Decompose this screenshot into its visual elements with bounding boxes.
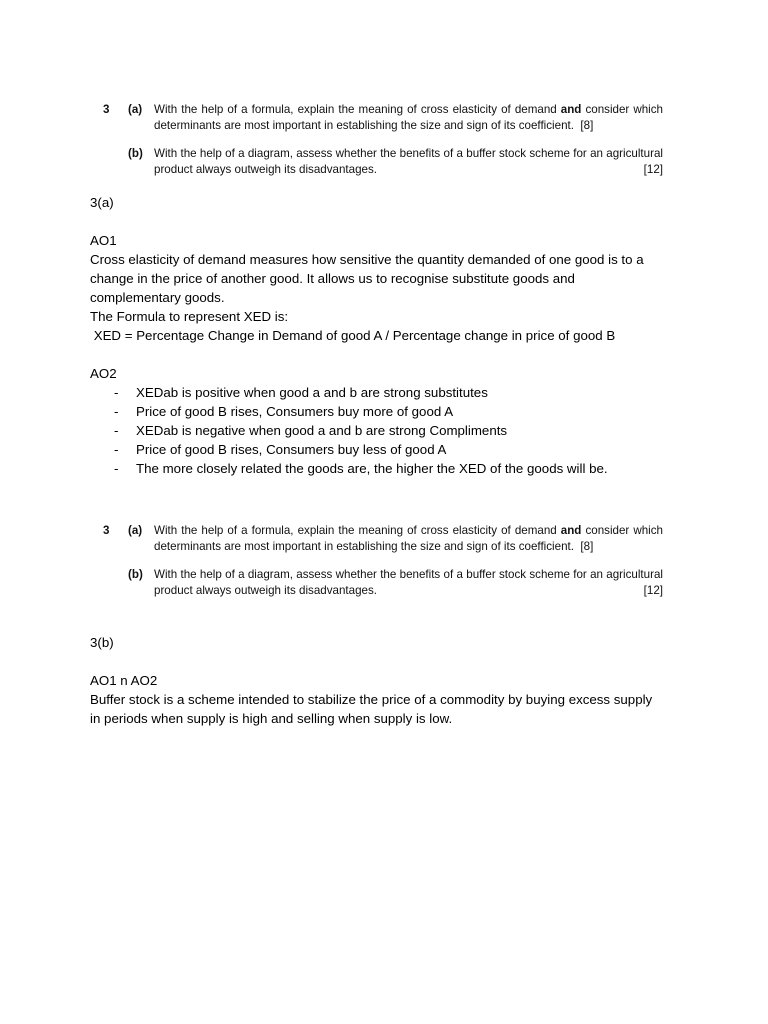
answer-b-line: Buffer stock is a scheme intended to stabilize the price of a commodity by buying excess supply <box>90 692 653 707</box>
list-item: - XEDab is negative when good a and b are strong Compliments <box>114 423 508 438</box>
part-a-text: With the help of a formula, explain the meaning of cross elasticity of demand and consider which determinants are most important in establishing the size and sign of its coefficient. [8] <box>154 103 663 132</box>
list-item: - The more closely related the goods are, the higher the XED of the goods will be. <box>114 461 608 476</box>
answer-a <box>90 193 690 478</box>
question-number: 3 <box>103 103 110 116</box>
part-b-marks: [12] <box>643 162 663 176</box>
ao1-line: complementary goods. <box>90 290 225 305</box>
answer-b-heading: 3(b) <box>90 635 114 650</box>
ao2-bullet-list <box>90 383 690 478</box>
part-b-label: (b) <box>128 568 143 581</box>
list-item: - XEDab is positive when good a and b are strong substitutes <box>114 385 488 400</box>
answer-b-line: in periods when supply is high and selling when supply is low. <box>90 711 453 726</box>
part-b-marks: [12] <box>643 583 663 597</box>
part-b-text: With the help of a diagram, assess whether the benefits of a buffer stock scheme for an agricultural product always outweigh its disadvantages. [12] <box>154 147 663 176</box>
question-block-repeat <box>103 523 663 598</box>
ao2-heading: AO2 <box>90 366 117 381</box>
ao1-line: Cross elasticity of demand measures how sensitive the quantity demanded of one good is to a <box>90 252 644 267</box>
part-a-label: (a) <box>128 103 143 116</box>
ao1-heading: AO1 <box>90 233 117 248</box>
part-a-label: (a) <box>128 524 143 537</box>
answer-a-heading: 3(a) <box>90 195 114 210</box>
ao1-line: change in the price of another good. It allows us to recognise substitute goods and <box>90 271 575 286</box>
ao-heading: AO1 n AO2 <box>90 673 158 688</box>
question-part-a <box>103 523 663 554</box>
question-part-b <box>103 567 663 598</box>
question-block-top <box>103 102 663 177</box>
part-a-marks: [8] <box>580 118 594 132</box>
ao1-line: The Formula to represent XED is: <box>90 309 289 324</box>
part-b-label: (b) <box>128 147 143 160</box>
question-part-b <box>103 146 663 177</box>
xed-formula: XED = Percentage Change in Demand of good A / Percentage change in price of good B <box>90 328 616 343</box>
part-a-text: With the help of a formula, explain the meaning of cross elasticity of demand and consider which determinants are most important in establishing the size and sign of its coefficient. [8] <box>154 524 663 553</box>
question-part-a <box>103 102 663 133</box>
question-number: 3 <box>103 524 110 537</box>
answer-b <box>90 633 690 728</box>
list-item: - Price of good B rises, Consumers buy less of good A <box>114 442 447 457</box>
part-b-text: With the help of a diagram, assess whether the benefits of a buffer stock scheme for an agricultural product always outweigh its disadvantages. [12] <box>154 568 663 597</box>
part-a-marks: [8] <box>580 539 594 553</box>
list-item: - Price of good B rises, Consumers buy more of good A <box>114 404 454 419</box>
